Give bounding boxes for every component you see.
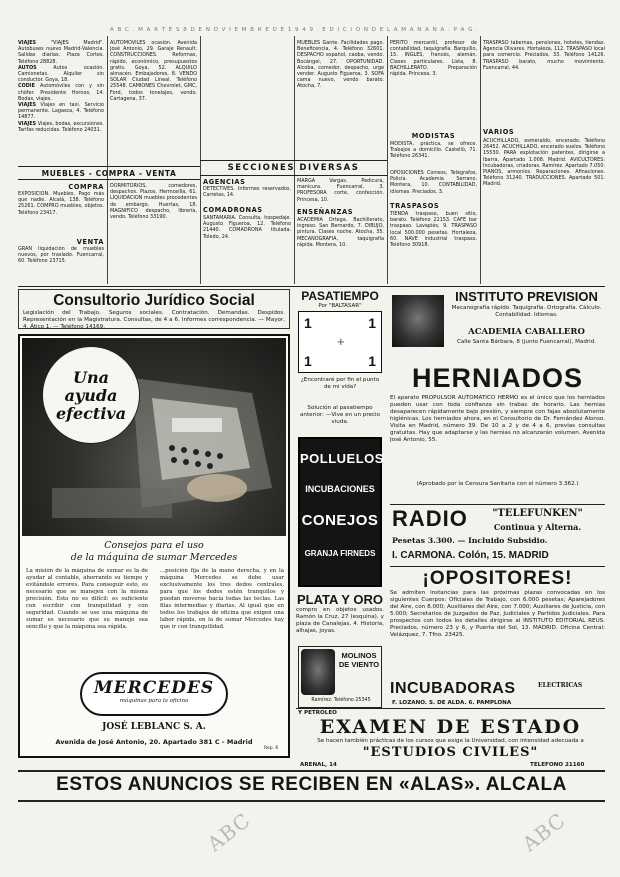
section-heading-varios: VARIOS: [483, 128, 515, 136]
classified-text: MARGA Vargas. Pedicura, manicura. Fuencarral, 3. PROFESORA corte, confección. Princesa, 10.: [297, 178, 384, 203]
instituto-text: Mecanografía rápido. Taquigrafía. Ortografía. Cálculo. Contabilidad. Idiomas.: [451, 305, 602, 318]
consultorio-text: Legislación del Trabajo. Seguros sociales. Contratación. Demandas. Despidos. Representación en la Magistratura. Consultas, de 4 a 6. Informes correspondencia. — Mayor, 4. Ático 1. — Teléfono 14169.: [23, 310, 285, 330]
rule: [18, 770, 605, 772]
classified-text: AUTOMOVILES ocasión. Avenida José Antonio, 29. Garaje Renault. CONSTRUCCIONES. Reformas, rápido, económico, presupuestos gratis. Goya, 52. ALQUILO almacén. Embajadores, 8. VENDO SOLAR Ciudad Lineal. Teléfono 25548. CAMIONES Chevrolet, GMC, Ford, todos tonelajes, vendo. Cartagena, 37.: [110, 40, 197, 102]
section-heading-compra: COMPRA: [68, 183, 104, 191]
classified-heading: VIAJES: [18, 40, 37, 46]
incubadoras-sub1: ELECTRICAS: [538, 682, 583, 689]
circle-badge: [42, 346, 140, 444]
classified-compra: [18, 191, 104, 235]
abc-watermark: ABC: [517, 807, 571, 857]
classified-column-1: [18, 40, 104, 164]
polluelos-line-4: GRANJA FIRNEDS: [304, 549, 376, 558]
rule: [200, 160, 387, 161]
classified-text: Viajes, bodas, excursiones. Tarifas reducidas. Teléfono 24031.: [18, 120, 104, 133]
abc-watermark: ABC: [202, 807, 256, 857]
puzzle-box: [298, 311, 382, 373]
classified-text: GRAN liquidación de muebles nuevos, por traslado. Fuencarral, 60. Teléfono 23715.: [18, 246, 104, 265]
mercedes-firm: JOSÉ LEBLANC S. A.: [102, 722, 206, 732]
rule: [390, 566, 605, 567]
classified-column-5: [483, 40, 605, 126]
classified-text: Autos ocasión. Camionetas. Alquiler sin conductor. Goya, 18.: [18, 64, 104, 84]
estudios-tel: TELEFONO 21160: [530, 762, 585, 768]
consultorio-ad: [18, 289, 290, 329]
classified-heading: VIAJES: [18, 102, 37, 109]
section-heading-muebles: MUEBLES - COMPRA - VENTA: [41, 169, 177, 178]
classified-modistas: [390, 141, 477, 163]
pasatiempo-subtitle: Por "BALTASAR": [318, 303, 362, 309]
radio-line1: Continua y Alterna.: [493, 522, 582, 532]
estudios-name: "ESTUDIOS CIVILES": [362, 745, 539, 760]
classified-heading: VIAJES: [18, 120, 37, 127]
section-heading-ensenanzas: ENSEÑANZAS: [297, 208, 354, 216]
section-heading-venta: VENTA: [76, 238, 104, 246]
examen-title: EXAMEN DE ESTADO: [319, 716, 582, 738]
consultorio-title: Consultorio Jurídico Social: [53, 292, 255, 309]
instituto-title: INSTITUTO PREVISION: [455, 289, 598, 304]
radio-ad: [390, 506, 605, 564]
section-heading-agencias: AGENCIAS: [203, 178, 246, 186]
classified-column-4: [390, 40, 477, 130]
rule: [18, 179, 200, 180]
classified-text: MUEBLES Gante. Facilidades pago. Beneficencia, 4. Teléfono 32601. DESPACHO español, caoba, vendo. Bocángel, 27. OPORTUNIDAD. Alcoba, comedor, despacho, urge vender. Augusto Figueroa, 3. SOFA cama nuevo, vendo barato. Atocha, 7.: [297, 40, 384, 90]
classified-text: EXPOSICION. Muebles. Pago más que nadie. Alcalá, 138. Teléfono 25261. COMPRO muebles, objetos. Teléfono 23417.: [18, 191, 104, 216]
mercedes-logo: [80, 672, 228, 716]
radio-brand: "TELEFUNKEN": [492, 508, 583, 519]
classified-text: OPOSICIONES Correos, Telégrafos, Policía. Academia Serrano. Montera, 10. CONTABILIDAD, idiomas. Preciados, 3.: [390, 170, 477, 195]
section-heading-modistas: MODISTAS: [411, 132, 456, 140]
herniados-approved: (Aprobado por la Censura Sanitaria con el número 3.362.): [416, 481, 579, 487]
rule: [18, 800, 605, 802]
classified-varios: [483, 138, 605, 284]
examen-text: Se hacen también prácticas de los cursos que exige la Universidad, con intensidad adecuada a: [317, 738, 584, 744]
pasatiempo-title: PASATIEMPO: [301, 289, 379, 303]
opositores-ad: [390, 568, 605, 678]
plata-oro-ad: [296, 592, 384, 642]
mercedes-subtitle-2: de la máquina de sumar Mercedes: [70, 552, 238, 563]
classified-text: Automóviles con y sin chófer. Presidente Hornos, 14. Bodas, viajes.: [18, 83, 104, 102]
classified-column-3: [297, 40, 384, 158]
incubadoras-note: Y PETROLEO: [298, 710, 337, 716]
column-divider: [480, 36, 481, 284]
herniados-ad: [390, 363, 605, 503]
mercedes-ad: [18, 334, 290, 758]
radio-price: Pesetas 3.300. — Incluido Subsidio.: [392, 536, 548, 545]
incubadoras-title: INCUBADORAS: [390, 680, 516, 697]
incubadoras-address: F. LOZANO. S. DE ALDA. 6. PAMPLONA: [392, 700, 512, 706]
classified-column-2: [110, 40, 197, 164]
classified-diversas: [297, 178, 384, 206]
radio-shop: I. CARMONA. Colón, 15. MADRID: [392, 550, 549, 561]
examen-ad: [296, 716, 605, 764]
classified-text: Viajes en taxi. Servicio permanente. Lagasca, 4. Teléfono 14877.: [18, 102, 104, 121]
opositores-text: Se admiten instancias para las próximas plazas convocadas en los siguientes Cuerpos: Oficiales de Trabajo, con 6.000 pesetas; Aparejadores del Aire, con 8.000; Auxiliares del Aire, con 7.000; Auxiliares de Justicia, con 5.000; Secretarios de Juzgados de Paz, Judiciales y Partidos Judiciales. Para prospectos con todos los detalles dirigirse al INSTITUTO EDITORIAL REUS. Preciados, número 23 y 6, y Puerta del Sol, 13. MADRID. Oficina Central: Velázquez, 7. Tfno. 23425.: [390, 590, 605, 638]
classified-agencias: [203, 186, 291, 204]
herniados-title: HERNIADOS: [411, 363, 583, 393]
classified-text: TRASPASO tabernas, pensiones, hoteles, tiendas. Agencia Olivares. Hortaleza, 112. TRASPASO local para comercio. Preciados, 33. Teléfono 14126. TRASPASO barato, mucho movimiento. Fuencarral, 44.: [483, 40, 605, 71]
mercedes-subtitle-1: Consejos para el uso: [104, 540, 204, 551]
puzzle-number: 1: [304, 315, 312, 331]
classified-text: TIENDA traspaso, buen sitio, barato. Teléfono 22153. CAFE bar traspaso. Lavapiés, 9. TRASPASO local 500.000 pesetas. Hortaleza, 60. NAVE industrial traspaso. Teléfono 30918.: [390, 211, 477, 249]
polluelos-ad: [298, 437, 382, 587]
rule: [18, 166, 200, 167]
classified-text: MODISTA, práctica, se ofrece. Trabajos a domicilio. Castelló, 71. Teléfono 26341.: [390, 141, 477, 160]
classified-text: PERITO mercantil, profesor de contabilidad, taquigrafía. Barquillo, 15. INGLES, francés, alemán. Clases particulares. Lista, 8. BACHILLERATO. Preparación rápida. Princesa, 3.: [390, 40, 477, 78]
incubadoras-ad: [390, 680, 605, 710]
classified-text: ACADEMIA Ortega. Bachillerato, ingreso. San Bernardo, 7. DIBUJO, pintura. Clases noche. Atocha, 35. MECANOGRAFIA, taquigrafía rápida. Montera, 10.: [297, 217, 384, 248]
opositores-title: ¡OPOSITORES!: [422, 568, 573, 589]
puzzle-center: +: [337, 334, 345, 349]
section-heading-comadronas: COMADRONAS: [203, 206, 263, 214]
column-divider: [387, 36, 388, 284]
molinos-title: MOLINOS DE VIENTO: [338, 651, 380, 669]
classified-traspasos: [390, 211, 477, 283]
polluelos-line-3: CONEJOS: [301, 512, 379, 529]
masthead: A B C . M A R T E S 8 D E N O V I E M B R E D E 1 9 4 9 . E D I C I O N D E L A M A Ñ A N A . P A G .: [110, 27, 479, 33]
polluelos-line-2: INCUBACIONES: [305, 484, 375, 494]
mercedes-logo-name: MERCEDES: [93, 678, 215, 698]
typist-photo: [392, 295, 444, 347]
puzzle-number: 1: [304, 353, 312, 369]
mercedes-logo-sub: máquinas para la oficina: [119, 698, 189, 704]
mercedes-body-left: La misión de la máquina de sumar es la de ayudar al contable, ahorrando su tiempo y evitándole errores. Para conseguir esto, es necesario que se manejen con la misma precisión. Esto no es difícil: es suficiente con escribir con tranquilidad y con seguridad. Cuando se use una máquina de sumar es necesario que su manejo sea sencillo y que la máquina sea rápida.: [26, 568, 148, 630]
academia-name: ACADEMIA CABALLERO: [468, 327, 585, 337]
pasatiempo-question: ¿Encontraré por fin el punto de mi vida?: [300, 377, 380, 390]
academia-address: Calle Santa Bárbara, 8 (junto Fuencarral), Madrid.: [456, 339, 597, 345]
molinos-ad: [298, 646, 382, 708]
pasatiempo-answer: Solución al pasatiempo anterior: —Vive en un precio viuda.: [300, 405, 380, 425]
rule: [18, 286, 605, 287]
classified-column-4-mid: [390, 170, 477, 200]
plata-oro-text: compro en objetos usados. Ramón la Cruz, 27 (esquina), y plaza de Canalejas, 4. Historia, alhajas, joyas.: [296, 607, 384, 634]
polluelos-title: POLLUELOS: [300, 451, 384, 466]
rule: [390, 504, 605, 505]
herniados-text: El aparato PROPULSOR AUTOMATICO HERMO es el único que los herniados pueden usar con toda confianza sin trabas de horario. Las hernias desaparecen rápidamente bajo presión, y siempre con fajas absolutamente higiénicas. Los herniados ahora, en el Consultorio de Dr. Fernández Alonso. Visita en Madrid, número 39. De 10 a 2 y de 4 a 6, previas consultas gratuitas. Hay que adaptarse y las hernias no alcanzarán volumen. Avenida José Antonio, 55.: [390, 395, 605, 443]
section-heading-traspasos: TRASPASOS: [390, 202, 440, 210]
classified-ensenanzas: [297, 217, 384, 283]
classified-text: ACUCHILLADO, esmeraldo, encerado. Teléfono 26452. ACUCHILLADO, encerado suelos. Teléfono 15530. PARA explotación patentes, dirigirse a Ibarra, Apartado 1.008. Madrid. AVICULTORES: Incubadoras, criadoras. Ramírez. Apartado 7.050. PIANOS, armonios. Reparaciones. Afinaciones. Teléfono 31240. TRADUCCIONES. Apartado 501. Madrid.: [483, 138, 605, 188]
classified-venta: [18, 246, 104, 282]
mercedes-ref: Rep. 6: [264, 746, 279, 751]
classified-text: "VIAJES Madrid". Autobuses nuevo Madrid-Valencia. Salidas diarias. Plaza Cortes. Teléfono 28828.: [18, 40, 104, 65]
classified-heading: AUTOS: [18, 64, 37, 71]
classified-column-2-mid: [110, 183, 197, 283]
radio-title: RADIO: [392, 506, 468, 531]
footer-strip: ESTOS ANUNCIOS SE RECIBEN EN «ALAS». ALCALA: [56, 774, 567, 795]
circle-text: Una ayuda efectiva: [55, 368, 127, 423]
section-heading-secciones: SECCIONES DIVERSAS: [227, 163, 360, 173]
estudios-address: ARENAL, 14: [300, 762, 337, 768]
pasatiempo: [296, 289, 384, 435]
classified-text: DORMITORIOS, comedores, despachos. Plazos. Hermosilla, 61. LIQUIDACION muebles procedentes de embargo. Huertas, 18. MAGNIFICO despacho, librería, vendo. Teléfono 33190.: [110, 183, 197, 221]
column-divider: [107, 36, 108, 284]
classified-text: DETECTIVES. Informes reservados. Carretas, 14.: [203, 186, 291, 199]
puzzle-number: 1: [368, 315, 376, 331]
puzzle-number: 1: [368, 353, 376, 369]
mercedes-body-right: ...posición fija de la mano derecha, y en la máquina Mercedes se debe usar exclusivamente los tres dedos centrales, para que los dedos estén tranquilos y puedan moverse hacia todas las teclas. Las filas intermedias y diarias. Al igual que en todos los trabajos de oficina que exigen una labor rápida, en la de sumar Mercedes hay que ir con tranquilidad.: [160, 568, 284, 630]
plata-oro-title: PLATA Y ORO: [297, 592, 383, 607]
classified-comadronas: [203, 215, 291, 283]
rule: [200, 175, 387, 176]
mercedes-address: Avenida de José Antonio, 20. Apartado 381 C - Madrid: [55, 738, 253, 746]
instituto-ad: [390, 289, 605, 357]
classified-heading: CODIE: [18, 83, 35, 90]
molinos-photo: [301, 649, 335, 695]
classified-text: SANTAMARIA. Consulta, hospedaje. Augusto Figueroa, 12. Teléfono 21440. COMADRONA titulada. Toledo, 24.: [203, 215, 291, 240]
molinos-sub: Ramírez. Teléfono 25345: [311, 698, 371, 703]
